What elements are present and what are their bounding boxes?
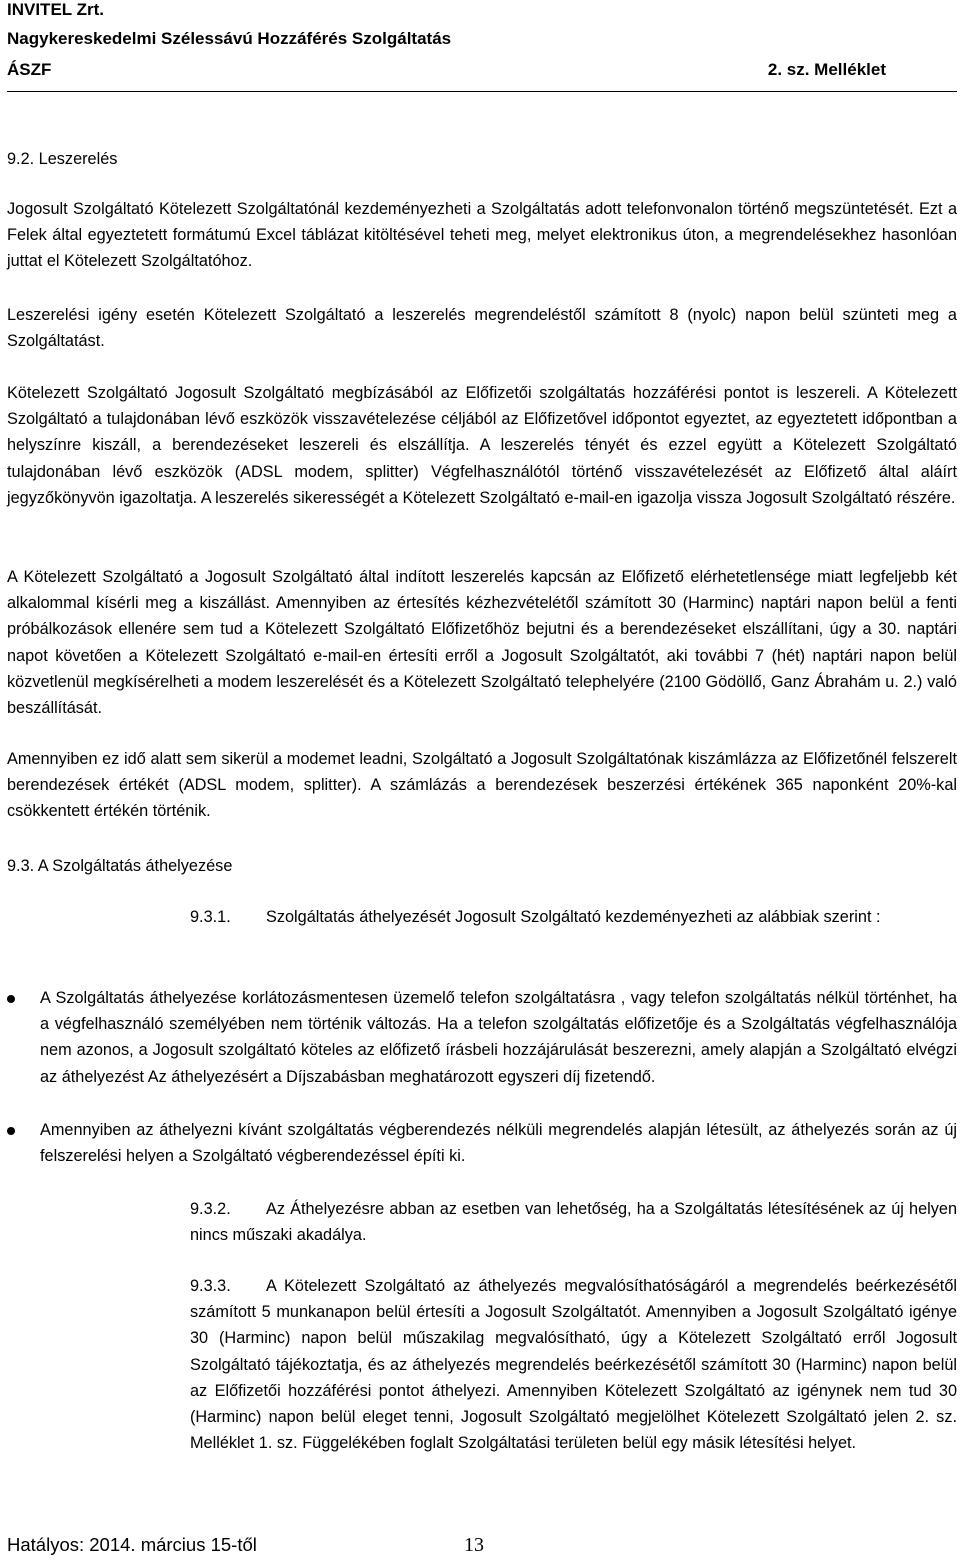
subsection-number-9-3-2: 9.3.2. <box>190 1200 231 1218</box>
paragraph-leszereles-3: Kötelezett Szolgáltató Jogosult Szolgáltató megbízásából az Előfizetői szolgáltatás hozzáférési pontot is leszereli. A Kötelezett Szolgáltató a tulajdonában lévő eszközök visszavételezése céljából az Előfizetővel időpontot egyeztet, az egyeztetett időpontban a helyszínre kiszáll, a berendezéseket leszereli és elszállítja. A leszerelés tényét és ezzel együtt a Kötelezett Szolgáltató tulajdonában lévő eszközök (ADSL modem, splitter) Végfelhasználótól történő visszavételezését az Előfizető által aláírt jegyzőkönyvön igazoltatja. A leszerelés sikerességét a Kötelezett Szolgáltató e-mail-en igazolja vissza Jogosult Szolgáltató részére. <box>7 384 957 507</box>
paragraph-leszereles-4: A Kötelezett Szolgáltató a Jogosult Szolgáltató által indított leszerelés kapcsán az Előfizető elérhetetlensége miatt legfeljebb két alkalommal kísérli meg a kiszállást. Amennyiben az értesítés kézhezvételétől számított 30 (Harminc) naptári napon belül a fenti próbálkozások ellenére sem tud a Kötelezett Szolgáltató Előfizetőhöz bejutni és a berendezéseket elszállítani, úgy a 30. naptári napot követően a Kötelezett Szolgáltató e-mail-en értesíti erről a Jogosult Szolgáltatót, aki további 7 (hét) naptári napon belül közvetlenül megkísérelheti a modem leszerelését és a Kötelezett Szolgáltató telephelyére (2100 Gödöllő, Ganz Ábrahám u. 2.) való beszállítását. <box>7 568 957 718</box>
footer-validity: Hatályos: 2014. március 15-től <box>7 1534 257 1555</box>
paragraph-leszereles-2: Leszerelési igény esetén Kötelezett Szolgáltató a leszerelés megrendeléstől számított 8 (nyolc) napon belül szünteti meg a Szolgáltatást. <box>7 306 957 351</box>
bullet-marker <box>7 995 15 1003</box>
header-annex: 2. sz. Melléklet <box>767 60 886 79</box>
bullet-item-1: A Szolgáltatás áthelyezése korlátozásmentesen üzemelő telefon szolgáltatásra , vagy telefon szolgáltatás nélkül történhet, ha a végfelhasználó személyében nem történik változás. Ha a telefon szolgáltatás előfizetője és a Szolgáltatás végfelhasználója nem azonos, a Jogosult szolgáltató köteles az előfizető írásbeli hozzájárulását beszerezni, amely alapján a Szolgáltató elvégzi az áthelyezést Az áthelyezésért a Díjszabásban meghatározott egyszeri díj fizetendő. <box>40 989 957 1086</box>
bullet-item-2: Amennyiben az áthelyezni kívánt szolgáltatás végberendezés nélküli megrendelés alapján létesült, az áthelyezés során az új felszerelési helyen a Szolgáltató végberendezéssel építi ki. <box>40 1121 957 1166</box>
paragraph-leszereles-5: Amennyiben ez idő alatt sem sikerül a modemet leadni, Szolgáltató a Jogosult Szolgáltatónak kiszámlázza az Előfizetőnél felszerelt berendezések értékét (ADSL modem, splitter). A számlázás a berendezések beszerzési értékének 365 naponként 20%-kal csökkentett értékén történik. <box>7 750 957 821</box>
subsection-number-9-3-3: 9.3.3. <box>190 1277 231 1295</box>
subsection-number-9-3-1: 9.3.1. <box>190 908 231 926</box>
header-company: INVITEL Zrt. <box>7 0 104 19</box>
header-rule <box>7 91 957 92</box>
header-doc: ÁSZF <box>7 60 52 79</box>
subsection-text-9-3-3: A Kötelezett Szolgáltató az áthelyezés megvalósíthatóságáról a megrendelés beérkezésétől számított 5 munkanapon belül értesíti a Jogosult Szolgáltatót. Amennyiben a Jogosult Szolgáltató igénye 30 (Harminc) napon belül műszakilag megvalósítható, úgy a Kötelezett Szolgáltató erről Jogosult Szolgáltató tájékoztatja, és az áthelyezés megrendelés beérkezésétől számított 30 (Harminc) napon belül az Előfizetői hozzáférési pontot áthelyezi. Amennyiben Kötelezett Szolgáltató az igénynek nem tud 30 (Harminc) napon belül eleget tenni, Jogosult Szolgáltató megjelölhet Kötelezett Szolgáltató jelen 2. sz. Melléklet 1. sz. Függelékében foglalt Szolgáltatási területen belül egy másik létesítési helyet. <box>190 1277 957 1453</box>
paragraph-leszereles-1: Jogosult Szolgáltató Kötelezett Szolgáltatónál kezdeményezheti a Szolgáltatás adott telefonvonalon történő megszüntetését. Ezt a Felek által egyeztetett formátumú Excel táblázat kitöltésével teheti meg, melyet elektronikus úton, a megrendelésekhez hasonlóan juttat el Kötelezett Szolgáltatóhoz. <box>7 200 957 271</box>
page-number: 13 <box>464 1534 484 1556</box>
section-title-9-2: 9.2. Leszerelés <box>7 150 118 168</box>
subsection-text-9-3-2: Az Áthelyezésre abban az esetben van lehetőség, ha a Szolgáltatás létesítésének az új helyen nincs műszaki akadálya. <box>190 1200 957 1245</box>
header-service: Nagykereskedelmi Szélessávú Hozzáférés Szolgáltatás <box>7 29 452 48</box>
subsection-text-9-3-1: Szolgáltatás áthelyezését Jogosult Szolgáltató kezdeményezheti az alábbiak szerint : <box>266 908 881 926</box>
section-title-9-3: 9.3. A Szolgáltatás áthelyezése <box>7 857 233 875</box>
bullet-marker <box>7 1127 15 1135</box>
